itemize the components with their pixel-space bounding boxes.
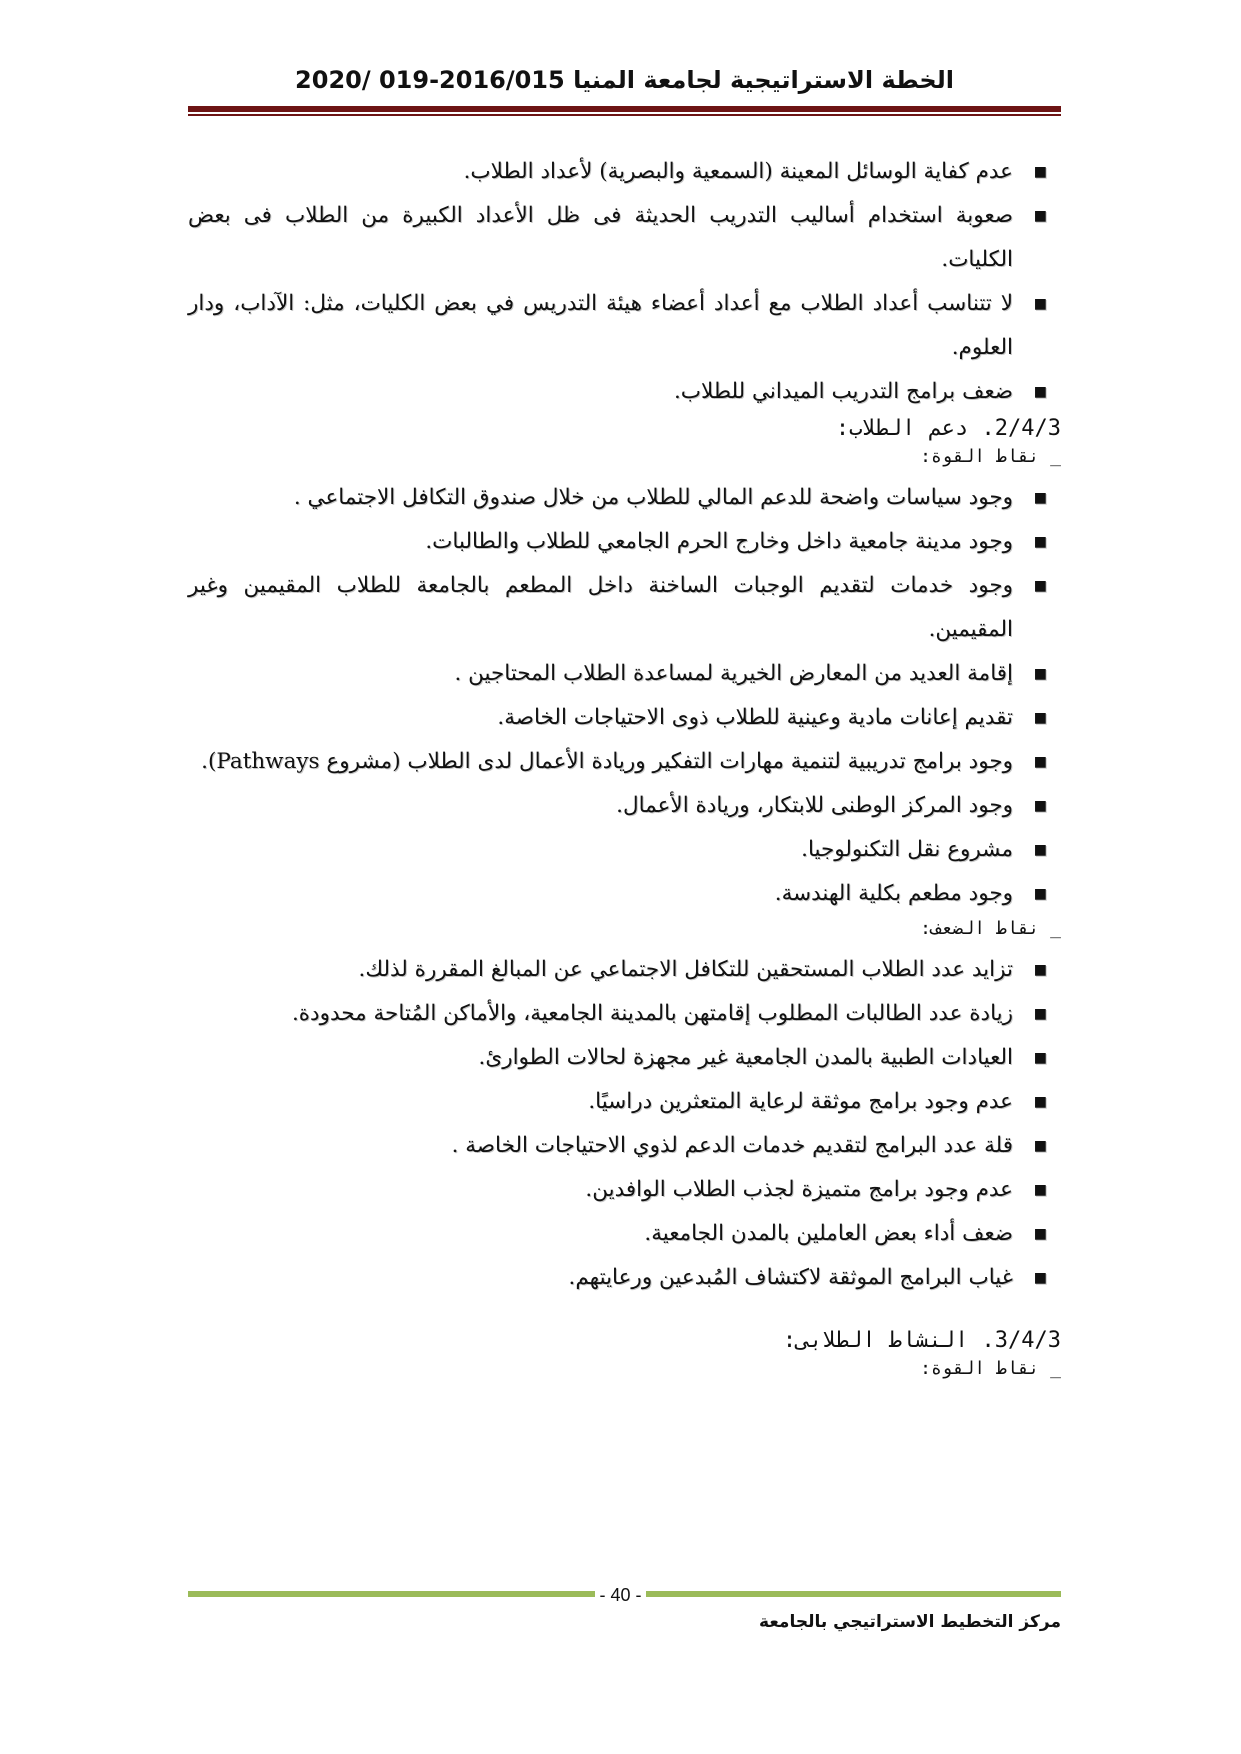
bullet-icon: ■ [1033, 754, 1047, 770]
list-item-text: وجود خدمات لتقديم الوجبات الساخنة داخل المطعم بالجامعة للطلاب المقيمين وغير المقيمين. [188, 573, 1013, 642]
footer-center-name: مركز التخطيط الاستراتيجي بالجامعة [759, 1612, 1061, 1632]
list-item [188, 1256, 1061, 1300]
header-divider-thin [188, 114, 1061, 116]
weaknesses-label: _ نقاط الضعف: [920, 918, 1061, 939]
list-item-text: غياب البرامج الموثقة لاكتشاف المُبدعين ورعايتهم. [568, 1265, 1013, 1290]
document-title: الخطة الاستراتيجية لجامعة المنيا 2016/015-019 /2020 [295, 66, 954, 94]
list-item-text: وجود المركز الوطنى للابتكار، وريادة الأعمال. [616, 793, 1013, 818]
list-item-text: لا تتناسب أعداد الطلاب مع أعداد أعضاء هيئة التدريس في بعض الكليات، مثل: الآداب، ودار العلوم. [188, 291, 1013, 360]
list-item [188, 150, 1061, 194]
list-item [188, 948, 1061, 992]
bullet-icon: ■ [1033, 886, 1047, 902]
list-item-text: إقامة العديد من المعارض الخيرية لمساعدة الطلاب المحتاجين . [454, 661, 1013, 686]
bullet-icon: ■ [1033, 666, 1047, 682]
bullet-icon: ■ [1033, 1270, 1047, 1286]
bullet-icon: ■ [1033, 1006, 1047, 1022]
section-heading-student-support: 2/4/3. دعم الطلاب: [835, 416, 1061, 441]
bullet-icon: ■ [1033, 578, 1047, 594]
bullet-icon: ■ [1033, 384, 1047, 400]
list-item [188, 1124, 1061, 1168]
bullet-icon: ■ [1033, 1138, 1047, 1154]
list-item [188, 1168, 1061, 1212]
list-item-text: عدم كفاية الوسائل المعينة (السمعية والبصرية) لأعداد الطلاب. [463, 159, 1013, 184]
bullet-icon: ■ [1033, 534, 1047, 550]
bullet-icon: ■ [1033, 842, 1047, 858]
bullet-icon: ■ [1033, 710, 1047, 726]
list-item-text: زيادة عدد الطالبات المطلوب إقامتهن بالمدينة الجامعية، والأماكن المُتاحة محدودة. [291, 1001, 1013, 1026]
bullet-icon: ■ [1033, 490, 1047, 506]
list-item-text: عدم وجود برامج متميزة لجذب الطلاب الوافدين. [585, 1177, 1013, 1202]
list-item-text: وجود برامج تدريبية لتنمية مهارات التفكير وريادة الأعمال لدى الطلاب (مشروع Pathways). [201, 749, 1013, 774]
list-item [188, 1080, 1061, 1124]
bullet-icon: ■ [1033, 1182, 1047, 1198]
strengths-label-activity: _ نقاط القوة: [920, 1358, 1061, 1379]
list-item-text: ضعف أداء بعض العاملين بالمدن الجامعية. [644, 1221, 1013, 1246]
page-number-text: - 40 - [595, 1585, 645, 1605]
list-item [188, 1212, 1061, 1256]
student-support-strengths-list [188, 476, 1061, 916]
list-item [188, 476, 1061, 520]
list-item [188, 194, 1061, 282]
list-item [188, 992, 1061, 1036]
list-item-text: مشروع نقل التكنولوجيا. [801, 837, 1013, 862]
bullet-icon: ■ [1033, 164, 1047, 180]
list-item [188, 784, 1061, 828]
bullet-icon: ■ [1033, 296, 1047, 312]
section-heading-student-activity: 3/4/3. النشاط الطلابى: [782, 1328, 1061, 1353]
bullet-icon: ■ [1033, 1094, 1047, 1110]
list-item [188, 696, 1061, 740]
list-item [188, 740, 1061, 784]
list-item [188, 520, 1061, 564]
list-item [188, 370, 1061, 414]
header-divider-thick [188, 106, 1061, 112]
page-body [188, 150, 1061, 1388]
list-item [188, 564, 1061, 652]
list-item-text: قلة عدد البرامج لتقديم خدمات الدعم لذوي الاحتياجات الخاصة . [451, 1133, 1013, 1158]
bullet-icon: ■ [1033, 962, 1047, 978]
list-item-text: تقديم إعانات مادية وعينية للطلاب ذوى الاحتياجات الخاصة. [497, 705, 1013, 730]
list-item [188, 282, 1061, 370]
page-header [188, 58, 1061, 102]
list-item-text: وجود مطعم بكلية الهندسة. [774, 881, 1013, 906]
list-item-text: وجود سياسات واضحة للدعم المالي للطلاب من خلال صندوق التكافل الاجتماعي . [293, 485, 1013, 510]
list-item-text: تزايد عدد الطلاب المستحقين للتكافل الاجتماعي عن المبالغ المقررة لذلك. [358, 957, 1013, 982]
bullet-icon: ■ [1033, 208, 1047, 224]
list-item [188, 828, 1061, 872]
weak-points-list [188, 150, 1061, 414]
list-item [188, 872, 1061, 916]
list-item [188, 652, 1061, 696]
list-item [188, 1036, 1061, 1080]
list-item-text: ضعف برامج التدريب الميداني للطلاب. [673, 379, 1013, 404]
bullet-icon: ■ [1033, 1226, 1047, 1242]
student-support-weaknesses-list [188, 948, 1061, 1300]
bullet-icon: ■ [1033, 798, 1047, 814]
list-item-text: صعوبة استخدام أساليب التدريب الحديثة فى ظل الأعداد الكبيرة من الطلاب فى بعض الكليات. [188, 203, 1013, 272]
page-number [0, 1585, 1241, 1606]
list-item-text: وجود مدينة جامعية داخل وخارج الحرم الجامعي للطلاب والطالبات. [425, 529, 1013, 554]
list-item-text: عدم وجود برامج موثقة لرعاية المتعثرين دراسيًا. [588, 1089, 1013, 1114]
list-item-text: العيادات الطبية بالمدن الجامعية غير مجهزة لحالات الطوارئ. [478, 1045, 1013, 1070]
strengths-label: _ نقاط القوة: [920, 446, 1061, 467]
bullet-icon: ■ [1033, 1050, 1047, 1066]
